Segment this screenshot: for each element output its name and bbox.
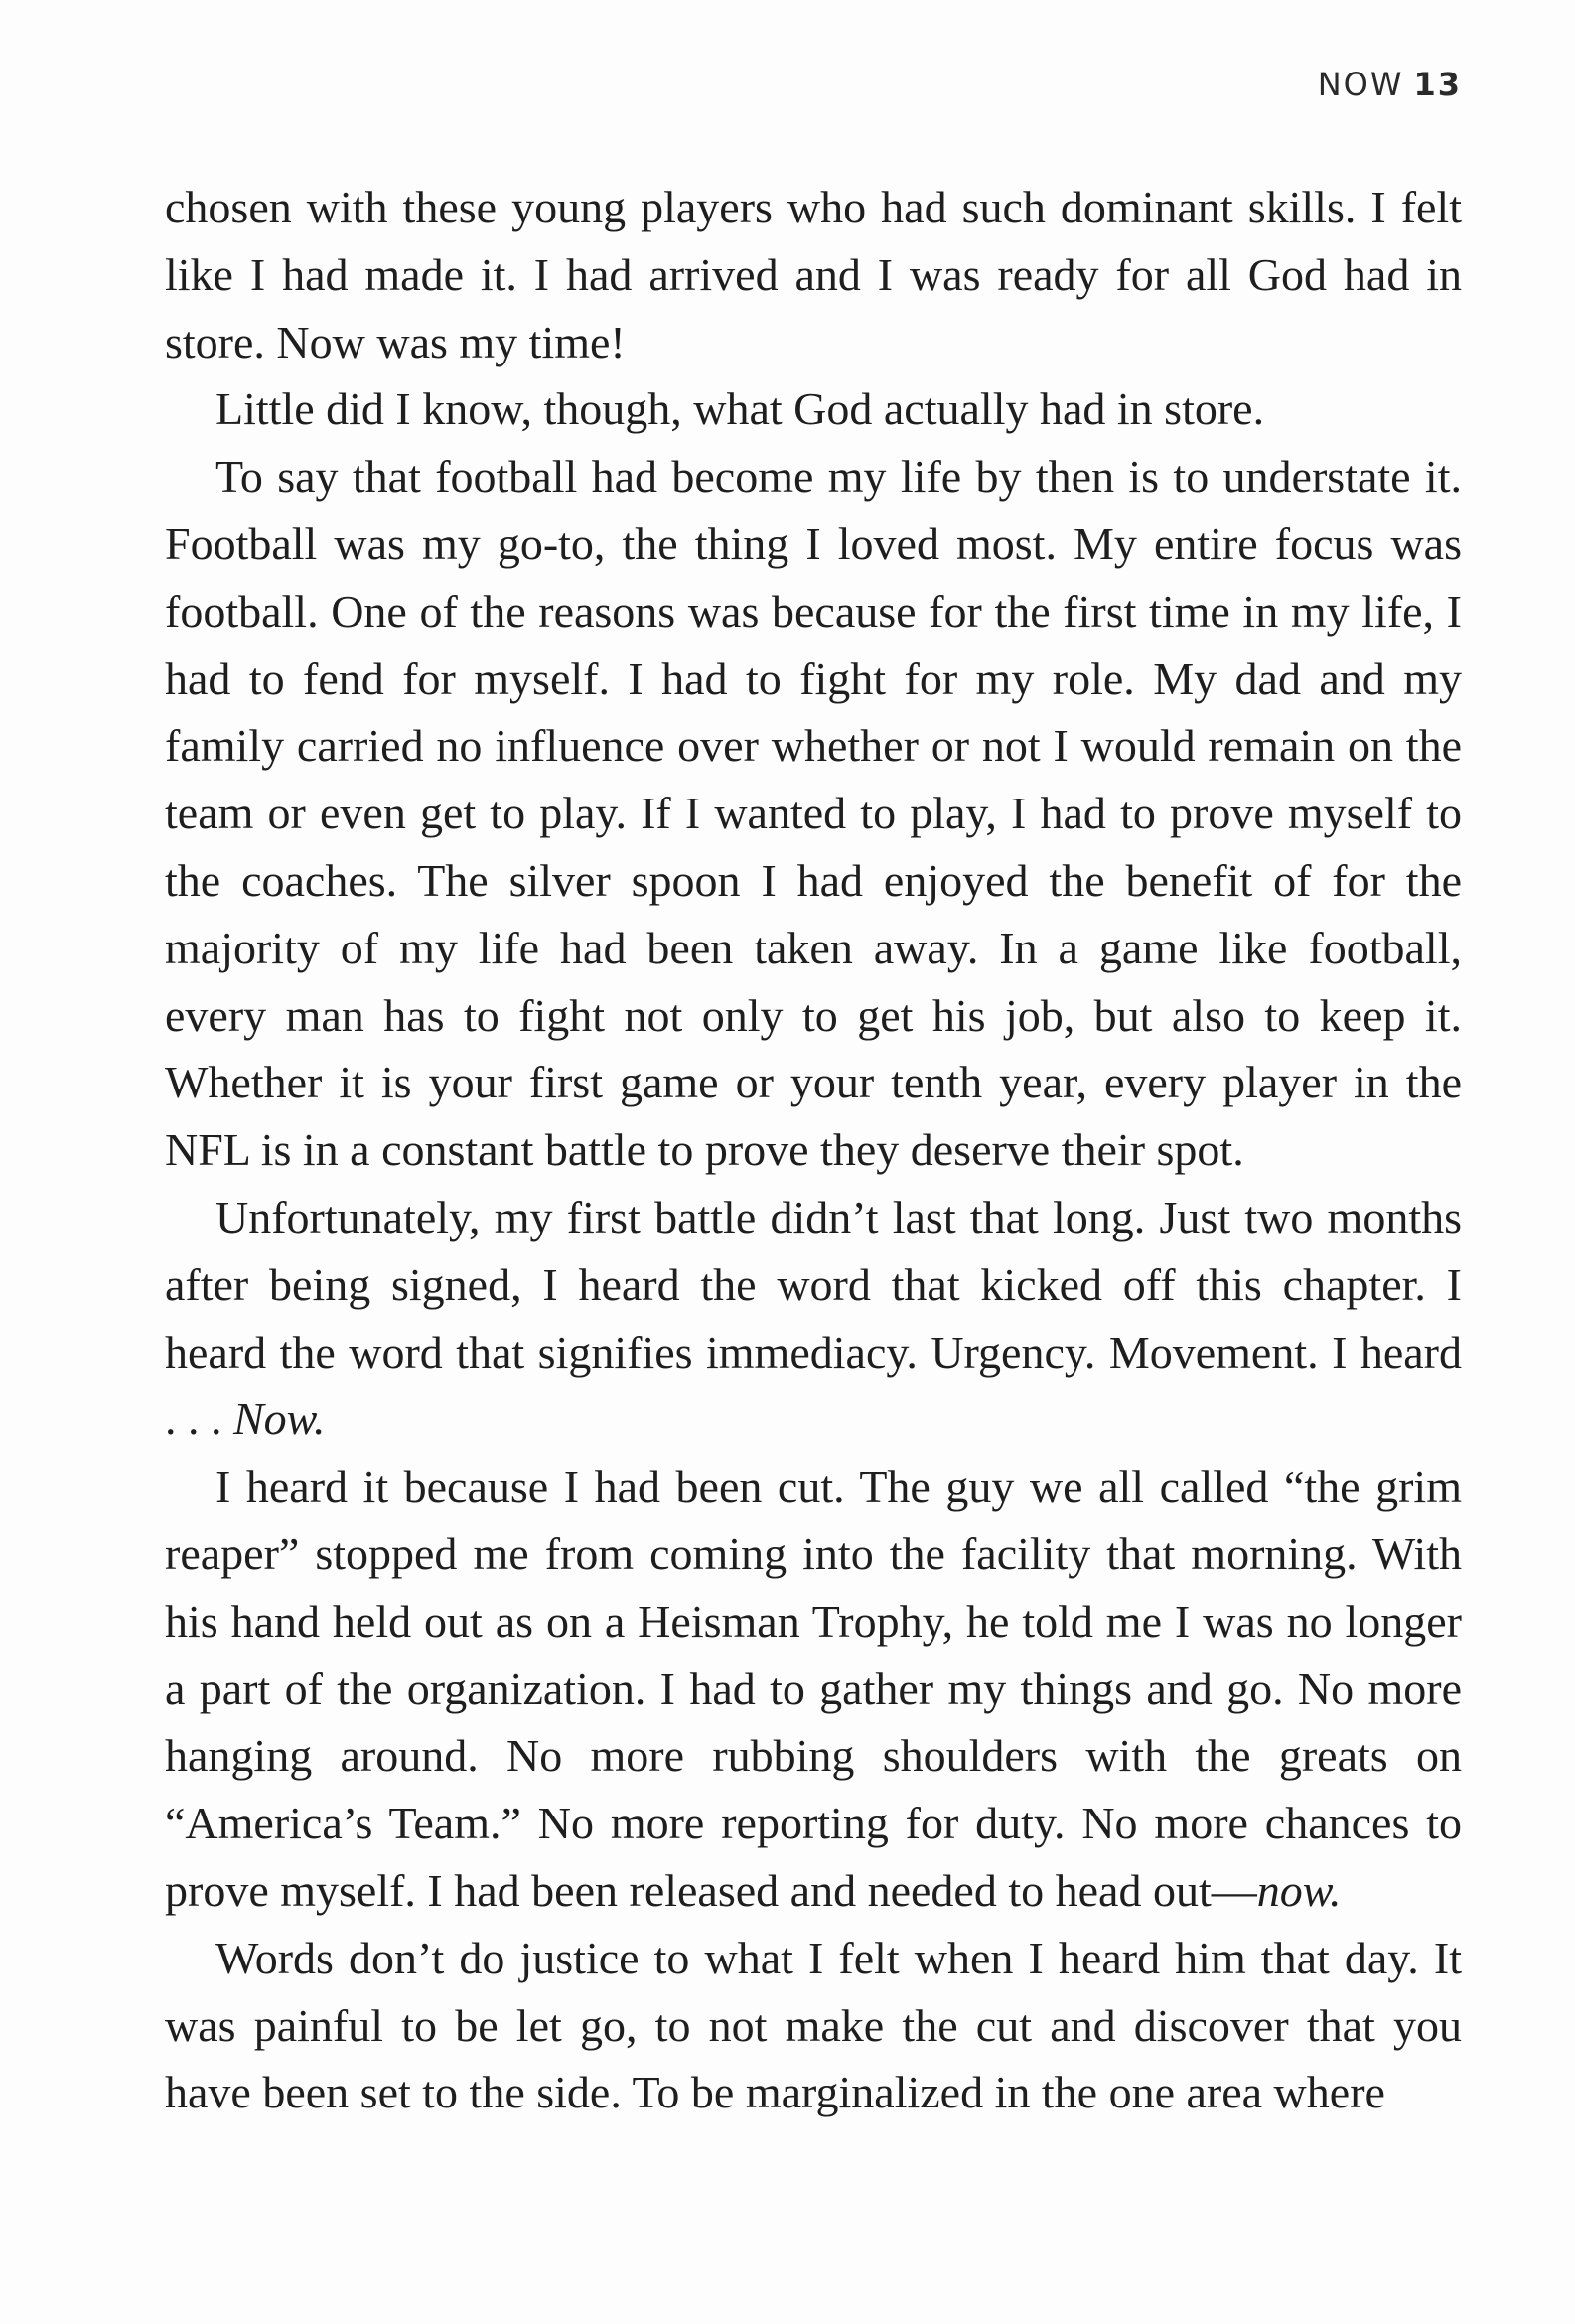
page-number: 13 [1413, 66, 1462, 103]
paragraph [165, 1184, 1462, 1453]
running-head [1318, 66, 1462, 103]
emphasized-word: Now. [233, 1393, 326, 1445]
paragraph-text: Unfortunately, my first battle didn’t last that long. Just two months after being signed, I heard the word that kicked off this chapter. I heard the word that signifies immediacy. Urgency. Movement. I heard . . . [165, 1191, 1462, 1445]
paragraph: Words don’t do justice to what I felt when I heard him that day. It was painful to be let go, to not make the cut and discover that you have been set to the side. To be marginalized in the one area where [165, 1932, 1462, 2118]
body-text [165, 174, 1462, 2126]
paragraph: Little did I know, though, what God actually had in store. [215, 383, 1265, 435]
paragraph [165, 1453, 1462, 1925]
paragraph: To say that football had become my life by then is to understate it. Football was my go-to, the thing I loved most. My entire focus was football. One of the reasons was because for the first time in my life, I had to fend for myself. I had to fight for my role. My dad and my family carried no influence over whether or not I would remain on the team or even get to play. If I wanted to play, I had to prove myself to the coaches. The silver spoon I had enjoyed the benefit of for the majority of my life had been taken away. In a game like football, every man has to fight not only to get his job, but also to keep it. Whether it is your first game or your tenth year, every player in the NFL is in a constant battle to prove they deserve their spot. [165, 451, 1462, 1176]
paragraph: chosen with these young players who had such dominant skills. I felt like I had made it. I had arrived and I was ready for all God had in store. Now was my time! [165, 182, 1462, 367]
chapter-title: NOW [1317, 66, 1404, 103]
paragraph-text: I heard it because I had been cut. The guy we all called “the grim reaper” stopped me from coming into the facility that morning. With his hand held out as on a Heisman Trophy, he told me I was no longer a part of the organization. I had to gather my things and go. No more hanging around. No more rubbing shoulders with the greats on “America’s Team.” No more reporting for duty. No more chances to prove myself. I had been released and needed to head out— [165, 1461, 1462, 1916]
emphasized-word: now. [1256, 1864, 1342, 1916]
